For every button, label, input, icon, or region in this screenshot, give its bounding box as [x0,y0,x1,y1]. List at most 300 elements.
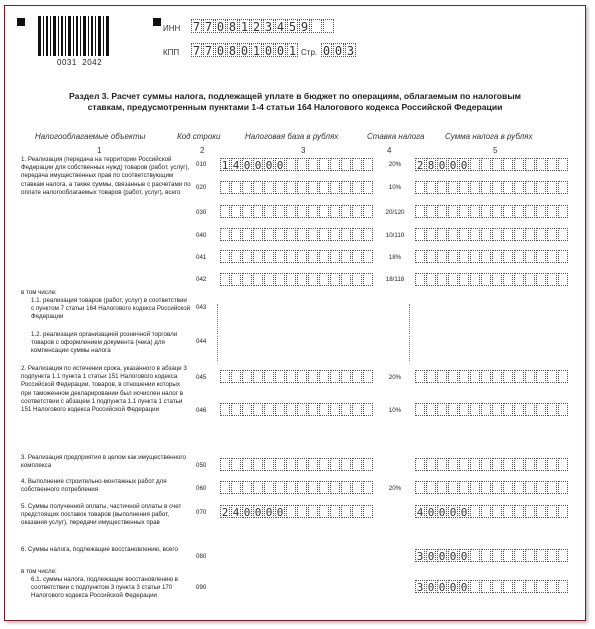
digit-cell [525,181,535,194]
inn-digit [311,19,322,33]
digit-cell [330,481,340,494]
digit-cell: 8 [427,159,435,172]
digit-cell [481,403,491,416]
digit-cell [415,458,425,471]
inn-digit: 1 [240,20,249,34]
field-tax-050[interactable] [415,458,569,471]
digit-cell [319,205,329,218]
digit-cell [547,273,557,286]
digit-cell: 0 [243,506,251,519]
row-desc-5: 5. Суммы полученной оплаты, частичной оплаты в счет предстоящих поставок товаров (выполнения работ, оказания услуг), передачи имущественных прав [21,503,182,527]
digit-cell [319,370,329,383]
digit-cell [426,181,436,194]
digit-cell [242,205,252,218]
digit-cell [525,505,535,518]
tax-declaration-sheet [4,5,586,621]
digit-cell [319,228,329,241]
digit-cell: 2 [416,159,424,172]
digit-cell [470,250,480,263]
inn-digit: 0 [216,20,225,34]
digit-cell: 4 [232,506,240,519]
digit-cell [253,370,263,383]
row-desc-1-1: 1.1. реализация товаров (работ, услуг) в соответствии с пунктом 7 статьи 164 Налогового кодекса Российской Федерации [31,297,191,321]
digit-cell [231,205,241,218]
digit-cell [330,505,340,518]
digit-cell [242,228,252,241]
digit-cell [319,458,329,471]
digit-cell [253,250,263,263]
row-code: 010 [196,161,207,168]
field-base-041[interactable] [220,250,374,263]
digit-cell [558,505,568,518]
digit-cell [253,481,263,494]
kpp-label: КПП [163,48,180,57]
field-base-010[interactable] [220,158,374,171]
field-tax-041[interactable] [415,250,569,263]
digit-cell [352,481,362,494]
digit-cell [470,370,480,383]
digit-cell [415,481,425,494]
digit-cell [503,273,513,286]
col-number: 4 [387,146,392,155]
digit-cell [341,273,351,286]
digit-cell [330,181,340,194]
digit-cell [341,505,351,518]
digit-cell [231,458,241,471]
digit-cell [448,403,458,416]
digit-cell [547,549,557,562]
row-desc-6-1: 6.1. суммы налога, подлежащие восстановлению в соответствии с подпунктом 3 пункта 3 статьи 170 Налогового кодекса Российской Федерации [31,576,178,600]
digit-cell [514,205,524,218]
digit-cell [459,458,469,471]
digit-cell: 0 [460,581,468,594]
digit-cell [481,250,491,263]
digit-cell [242,250,252,263]
digit-cell [253,181,263,194]
digit-cell [470,228,480,241]
digit-cell [470,158,480,171]
field-base-050[interactable] [220,458,374,471]
digit-cell [264,228,274,241]
row-rate: 10% [388,407,402,414]
section-title [25,91,565,113]
digit-cell [470,580,480,593]
row-code: 040 [196,232,207,239]
digit-cell [492,549,502,562]
row-code: 020 [196,184,207,191]
inn-digit [323,19,334,33]
digit-cell [492,458,502,471]
digit-cell: 0 [449,550,457,563]
digit-cell: 4 [232,159,240,172]
row-rate: 10/110 [385,232,405,239]
digit-cell [536,403,546,416]
digit-cell [275,273,285,286]
digit-cell [470,205,480,218]
field-tax-020[interactable] [415,181,569,194]
inn-digit: 7 [204,20,213,34]
digit-cell [275,205,285,218]
digit-cell [352,181,362,194]
digit-cell [253,458,263,471]
digit-cell [448,273,458,286]
field-tax-060[interactable] [415,481,569,494]
digit-cell [525,580,535,593]
digit-cell [503,505,513,518]
digit-cell: 3 [416,581,424,594]
digit-cell [547,250,557,263]
row-desc-incl: в том числе: [21,289,57,296]
digit-cell [286,403,296,416]
digit-cell [297,205,307,218]
digit-cell [536,370,546,383]
digit-cell [536,549,546,562]
page-digit: 3 [346,44,355,58]
digit-cell [503,158,513,171]
row-rate: 20% [388,485,402,492]
field-base-020[interactable] [220,181,374,194]
digit-cell [415,181,425,194]
inn-digit: 7 [192,20,201,34]
col-header-rate: Ставка налога [367,132,425,141]
inn-label: ИНН [163,24,181,33]
field-base-070[interactable] [220,505,374,518]
digit-cell [415,205,425,218]
digit-cell [297,181,307,194]
digit-cell [415,273,425,286]
digit-cell [547,158,557,171]
digit-cell: 0 [427,506,435,519]
digit-cell [363,403,373,416]
field-tax-045[interactable] [415,370,569,383]
digit-cell [242,481,252,494]
digit-cell [426,273,436,286]
col-number: 2 [200,146,205,155]
digit-cell [286,505,296,518]
corner-marker-left [17,18,25,26]
digit-cell [352,158,362,171]
digit-cell [341,370,351,383]
digit-cell [514,505,524,518]
digit-cell: 0 [460,550,468,563]
digit-cell [558,205,568,218]
digit-cell [558,403,568,416]
digit-cell [448,205,458,218]
inn-digit: 2 [252,20,261,34]
digit-cell [426,481,436,494]
field-tax-010[interactable] [415,158,569,171]
digit-cell [492,370,502,383]
digit-cell [492,181,502,194]
digit-cell [297,228,307,241]
digit-cell [286,370,296,383]
digit-cell [415,403,425,416]
digit-cell [242,370,252,383]
digit-cell [220,181,230,194]
digit-cell [264,458,274,471]
corner-marker-right [153,18,161,26]
digit-cell [514,250,524,263]
digit-cell [547,228,557,241]
row-desc-incl: в том числе: [21,568,57,575]
digit-cell: 0 [438,506,446,519]
digit-cell [220,250,230,263]
digit-cell [492,505,502,518]
digit-cell [536,250,546,263]
digit-cell [481,181,491,194]
digit-cell [231,181,241,194]
digit-cell [330,458,340,471]
field-tax-090[interactable] [415,580,569,593]
row-code: 080 [196,553,207,560]
digit-cell [481,158,491,171]
digit-cell: 0 [460,159,468,172]
digit-cell [536,481,546,494]
digit-cell [558,481,568,494]
digit-cell [220,228,230,241]
digit-cell [220,403,230,416]
col-number: 5 [493,146,498,155]
digit-cell [426,250,436,263]
digit-cell [341,403,351,416]
field-base-045[interactable] [220,370,374,383]
digit-cell [330,403,340,416]
digit-cell [503,403,513,416]
digit-cell [492,158,502,171]
column-guide [217,304,218,334]
digit-cell [448,181,458,194]
digit-cell [514,181,524,194]
digit-cell [525,481,535,494]
field-base-060[interactable] [220,481,374,494]
digit-cell [297,273,307,286]
digit-cell [231,370,241,383]
digit-cell [286,181,296,194]
digit-cell [286,158,296,171]
digit-cell [426,403,436,416]
digit-cell [264,250,274,263]
digit-cell [275,481,285,494]
digit-cell [437,458,447,471]
col-header-base: Налоговая база в рублях [245,132,339,141]
digit-cell [231,250,241,263]
digit-cell [525,250,535,263]
digit-cell [231,228,241,241]
field-tax-040[interactable] [415,228,569,241]
digit-cell [514,273,524,286]
digit-cell: 0 [254,159,262,172]
digit-cell [547,205,557,218]
digit-cell [275,250,285,263]
digit-cell [426,458,436,471]
digit-cell: 0 [276,159,284,172]
digit-cell [459,403,469,416]
col-number: 1 [97,146,102,155]
row-code: 070 [196,509,207,516]
digit-cell [297,403,307,416]
col-header-code: Код строки [177,132,221,141]
digit-cell [330,370,340,383]
digit-cell [242,403,252,416]
digit-cell [514,370,524,383]
row-rate: 20% [388,374,402,381]
field-base-042[interactable] [220,273,374,286]
kpp-digit: 8 [228,44,237,58]
kpp-digit: 1 [252,44,261,58]
digit-cell [525,228,535,241]
digit-cell [514,458,524,471]
digit-cell [437,481,447,494]
field-tax-042[interactable] [415,273,569,286]
digit-cell [503,481,513,494]
digit-cell [319,250,329,263]
digit-cell [363,481,373,494]
digit-cell [352,505,362,518]
digit-cell [264,273,274,286]
digit-cell [492,403,502,416]
digit-cell [547,370,557,383]
digit-cell [363,458,373,471]
field-base-040[interactable] [220,228,374,241]
digit-cell [459,250,469,263]
digit-cell [547,580,557,593]
digit-cell: 0 [449,581,457,594]
digit-cell [297,250,307,263]
digit-cell [536,205,546,218]
digit-cell [426,228,436,241]
digit-cell [308,250,318,263]
inn-field[interactable] [191,19,335,33]
digit-cell [341,228,351,241]
digit-cell [253,403,263,416]
digit-cell [558,458,568,471]
digit-cell [470,181,480,194]
digit-cell [470,505,480,518]
digit-cell [525,205,535,218]
digit-cell [341,181,351,194]
digit-cell [547,181,557,194]
row-code: 046 [196,407,207,414]
digit-cell [459,481,469,494]
kpp-digit: 0 [216,44,225,58]
digit-cell [363,505,373,518]
row-code: 043 [196,304,207,311]
digit-cell [253,228,263,241]
digit-cell [286,228,296,241]
digit-cell [220,370,230,383]
digit-cell [558,549,568,562]
digit-cell: 0 [460,506,468,519]
digit-cell [330,158,340,171]
digit-cell [459,181,469,194]
page-number-field[interactable] [321,43,357,57]
inn-digit: 4 [276,20,285,34]
digit-cell [536,580,546,593]
digit-cell: 2 [221,506,229,519]
digit-cell [514,158,524,171]
digit-cell [481,481,491,494]
digit-cell [525,549,535,562]
column-guide [217,336,218,361]
digit-cell [514,580,524,593]
field-base-046[interactable] [220,403,374,416]
digit-cell [319,505,329,518]
digit-cell [352,458,362,471]
row-code: 045 [196,374,207,381]
row-rate: 18/118 [385,276,405,283]
digit-cell [503,549,513,562]
row-desc-6: 6. Суммы налога, подлежащие восстановлению, всего [21,546,178,553]
field-tax-046[interactable] [415,403,569,416]
inn-digit: 8 [228,20,237,34]
col-header-tax: Сумма налога в рублях [445,132,533,141]
digit-cell [470,549,480,562]
digit-cell [415,370,425,383]
barcode [38,16,110,56]
row-desc-1-2: 1.2. реализация организацией розничной торговли товаров с оформлением документа (чека) для компенсации суммы налога [31,331,178,355]
digit-cell [426,370,436,383]
digit-cell [220,273,230,286]
digit-cell [297,481,307,494]
digit-cell: 1 [221,159,229,172]
kpp-digit: 1 [288,44,297,58]
digit-cell [220,205,230,218]
kpp-digit: 7 [204,44,213,58]
row-code: 090 [196,584,207,591]
field-tax-070[interactable] [415,505,569,518]
digit-cell: 0 [449,159,457,172]
digit-cell [231,403,241,416]
row-rate: 10% [388,184,402,191]
digit-cell: 0 [265,506,273,519]
field-base-030[interactable] [220,205,374,218]
digit-cell [308,458,318,471]
digit-cell [275,370,285,383]
digit-cell [503,205,513,218]
row-rate: 20/120 [385,209,405,216]
digit-cell [264,181,274,194]
field-tax-030[interactable] [415,205,569,218]
row-code: 041 [196,254,207,261]
digit-cell [308,273,318,286]
digit-cell [352,228,362,241]
digit-cell [503,250,513,263]
digit-cell [547,505,557,518]
digit-cell [319,158,329,171]
row-rate: 20% [388,161,402,168]
digit-cell [308,228,318,241]
kpp-field[interactable] [191,43,299,57]
digit-cell [264,403,274,416]
row-code: 042 [196,276,207,283]
digit-cell [514,228,524,241]
section-title-line: Раздел 3. Расчет суммы налога, подлежащей уплате в бюджет по операциям, облагаемым по налоговым [68,91,522,101]
row-desc-4: 4. Выполнение строительно-монтажных работ для собственного потребления [21,478,167,494]
kpp-digit: 0 [264,44,273,58]
digit-cell [242,458,252,471]
digit-cell [437,250,447,263]
field-tax-080[interactable] [415,549,569,562]
digit-cell [242,273,252,286]
digit-cell [536,158,546,171]
digit-cell [308,370,318,383]
digit-cell [437,403,447,416]
digit-cell [275,458,285,471]
digit-cell [558,250,568,263]
row-desc-3: 3. Реализация предприятия в целом как имущественного комплекса [21,454,186,470]
row-rate: 18% [388,254,402,261]
digit-cell [297,158,307,171]
